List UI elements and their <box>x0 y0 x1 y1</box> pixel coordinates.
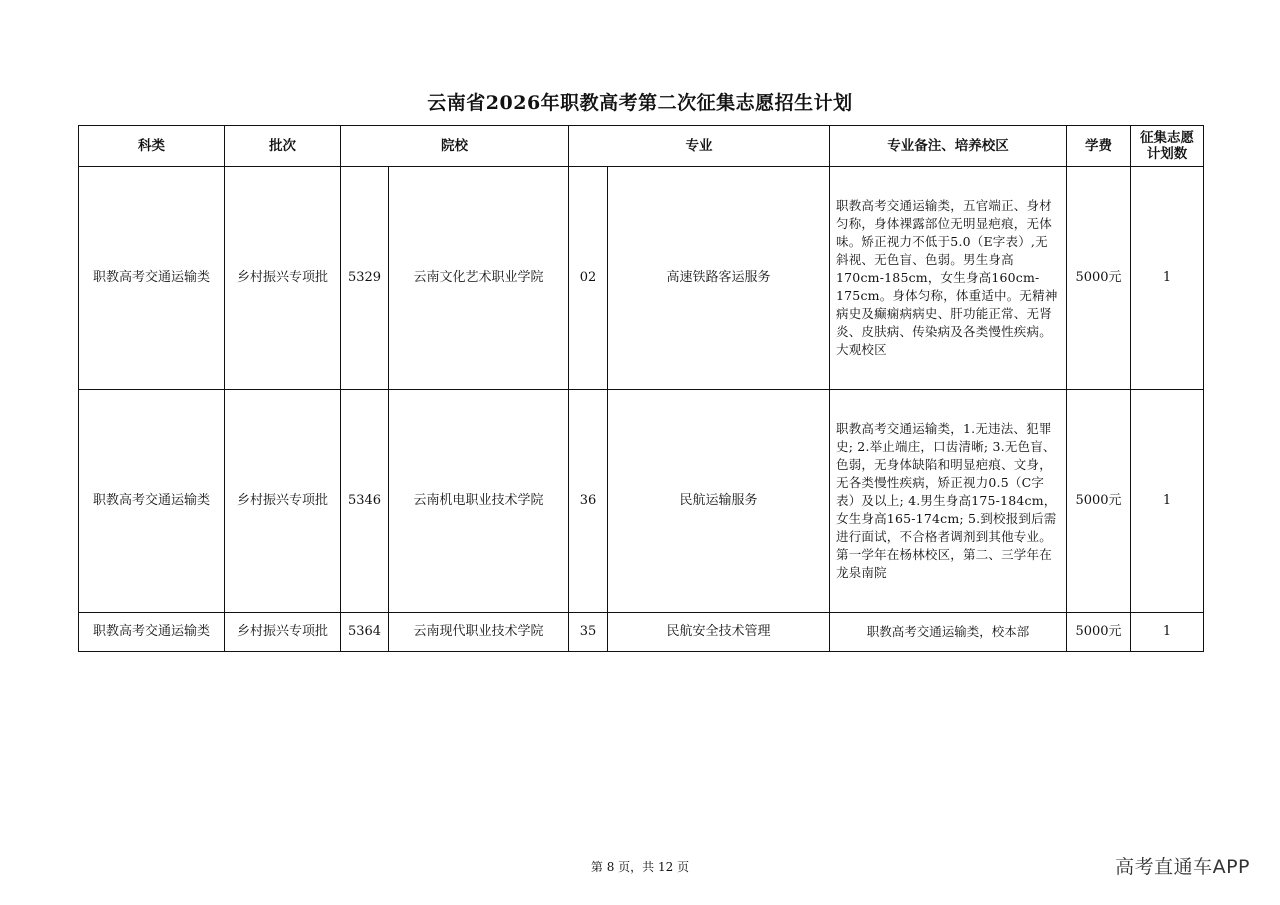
table-row <box>79 390 1204 613</box>
cell-tuition: 5000元 <box>1067 167 1131 390</box>
header-tuition: 学费 <box>1067 126 1131 167</box>
table-row <box>79 167 1204 390</box>
cell-school-name: 云南现代职业技术学院 <box>389 613 569 652</box>
cell-major-name: 高速铁路客运服务 <box>608 167 830 390</box>
cell-notes: 职教高考交通运输类，校本部 <box>830 613 1067 652</box>
cell-tuition: 5000元 <box>1067 390 1131 613</box>
header-major: 专业 <box>569 126 830 167</box>
cell-school-code: 5364 <box>341 613 389 652</box>
cell-category: 职教高考交通运输类 <box>79 167 225 390</box>
cell-plan-count: 1 <box>1131 613 1204 652</box>
header-plan-count: 征集志愿计划数 <box>1131 126 1204 167</box>
table-header-row <box>79 126 1204 167</box>
header-school: 院校 <box>341 126 569 167</box>
cell-school-name: 云南文化艺术职业学院 <box>389 167 569 390</box>
enrollment-plan-table <box>78 125 1204 652</box>
cell-batch: 乡村振兴专项批 <box>225 613 341 652</box>
cell-major-name: 民航运输服务 <box>608 390 830 613</box>
cell-major-name: 民航安全技术管理 <box>608 613 830 652</box>
cell-school-code: 5329 <box>341 167 389 390</box>
cell-school-code: 5346 <box>341 390 389 613</box>
cell-notes: 职教高考交通运输类，五官端正、身材匀称，身体裸露部位无明显疤痕，无体味。矫正视力不低于5.0（E字表）,无斜视、无色盲、色弱。男生身高170cm-185cm，女生身高160cm-175cm。身体匀称，体重适中。无精神病史及癫痫病病史、肝功能正常、无肾炎、皮肤病、传染病及各类慢性疾病。大观校区 <box>830 167 1067 390</box>
cell-school-name: 云南机电职业技术学院 <box>389 390 569 613</box>
table-row <box>79 613 1204 652</box>
cell-batch: 乡村振兴专项批 <box>225 167 341 390</box>
cell-plan-count: 1 <box>1131 167 1204 390</box>
cell-major-code: 36 <box>569 390 608 613</box>
cell-plan-count: 1 <box>1131 390 1204 613</box>
header-category: 科类 <box>79 126 225 167</box>
cell-category: 职教高考交通运输类 <box>79 390 225 613</box>
cell-category: 职教高考交通运输类 <box>79 613 225 652</box>
cell-major-code: 02 <box>569 167 608 390</box>
header-notes: 专业备注、培养校区 <box>830 126 1067 167</box>
page-title: 云南省2026年职教高考第二次征集志愿招生计划 <box>427 92 853 114</box>
cell-notes: 职教高考交通运输类，1.无违法、犯罪史; 2.举止端庄，口齿清晰; 3.无色盲、色弱，无身体缺陷和明显疤痕、文身，无各类慢性疾病，矫正视力0.5（C字表）及以上; 4.男生身高175-184cm，女生身高165-174cm; 5.到校报到后需进行面试，不合格者调剂到其他专业。第一学年在杨林校区，第二、三学年在龙泉南院 <box>830 390 1067 613</box>
cell-batch: 乡村振兴专项批 <box>225 390 341 613</box>
page-number: 第 8 页，共 12 页 <box>590 860 690 874</box>
header-batch: 批次 <box>225 126 341 167</box>
watermark-text: 高考直通车APP <box>1115 856 1250 878</box>
cell-tuition: 5000元 <box>1067 613 1131 652</box>
cell-major-code: 35 <box>569 613 608 652</box>
